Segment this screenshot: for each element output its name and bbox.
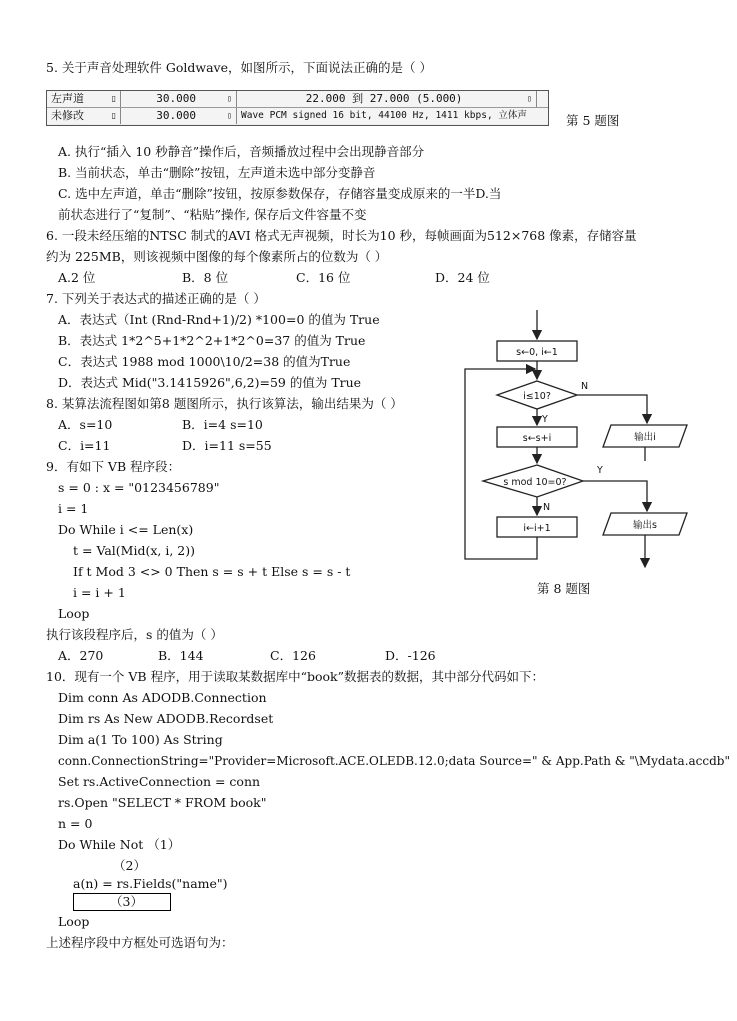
- q10-code-line: Loop: [58, 914, 90, 929]
- q6-option-c: C．16 位: [296, 270, 351, 285]
- q6-stem-line2: 约为 225MB，则该视频中图像的每个像素所占的位数为（ ）: [46, 249, 388, 264]
- q9-code-line: t = Val(Mid(x, i, 2)): [73, 543, 195, 558]
- q7-option-a: A．表达式（Int (Rnd-Rnd+1)/2) *100=0 的值为 True: [58, 312, 380, 327]
- q8-figure-label: 第 8 题图: [537, 581, 591, 596]
- q10-tail: 上述程序段中方框处可选语句为：: [46, 935, 234, 950]
- q10-code-line: n = 0: [58, 816, 93, 831]
- q10-stem: 10．现有一个 VB 程序，用于读取某数据库中“book”数据表的数据，其中部分代码如下：: [46, 669, 544, 684]
- flow-cond1-yes: Y: [542, 414, 548, 425]
- flow-cond2-no: N: [543, 502, 551, 513]
- q7-option-d: D．表达式 Mid("3.1415926",6,2)=59 的值为 True: [58, 375, 362, 390]
- flow-init: s←0, i←1: [516, 347, 558, 358]
- q9-option-a: A．270: [58, 648, 104, 663]
- q10-code-line: Do While Not （1）: [58, 837, 181, 852]
- q5-option-b: B. 当前状态，单击“删除”按钮，左声道未选中部分变静音: [58, 165, 376, 180]
- q10-code-line: rs.Open "SELECT * FROM book": [58, 795, 267, 810]
- q9-code-line: If t Mod 3 <> 0 Then s = s + t Else s = s - t: [73, 564, 351, 579]
- q6-option-a: A.2 位: [58, 270, 96, 285]
- q9-option-b: B．144: [158, 648, 204, 663]
- flow-output-s: 输出s: [633, 520, 657, 531]
- q10-blank-3: （3）: [110, 894, 143, 909]
- q9-code-line: Loop: [58, 606, 90, 621]
- q8-flowchart: [455, 305, 695, 575]
- q6-option-b: B．8 位: [182, 270, 229, 285]
- q5-stem: 5. 关于声音处理软件 Goldwave，如图所示，下面说法正确的是（ ）: [46, 60, 432, 75]
- q10-blank-2: （2）: [113, 858, 146, 873]
- q8-option-c: C．i=11: [58, 438, 111, 453]
- flow-cond1-no: N: [581, 381, 589, 392]
- q9-after: 执行该段程序后，s 的值为（ ）: [46, 627, 223, 642]
- q10-code-line: Dim rs As New ADODB.Recordset: [58, 711, 274, 726]
- q8-option-a: A．s=10: [58, 417, 113, 432]
- duration-cell: 30.000 ▯: [121, 91, 237, 107]
- q6-option-d: D．24 位: [435, 270, 490, 285]
- q5-figure-label: 第 5 题图: [566, 113, 620, 128]
- channel-cell: 左声道 ▯: [47, 91, 121, 107]
- q10-code-line: Set rs.ActiveConnection = conn: [58, 774, 261, 789]
- q9-code-line: i = i + 1: [73, 585, 126, 600]
- q9-code-line: s = 0 : x = "0123456789": [58, 480, 220, 495]
- q9-stem: 9．有如下 VB 程序段：: [46, 459, 181, 474]
- format-info-cell: Wave PCM signed 16 bit, 44100 Hz, 1411 kbps, 立体声: [237, 108, 548, 124]
- q6-stem-line1: 6. 一段未经压缩的NTSC 制式的AVI 格式无声视频，时长为10 秒，每帧画面为512×768 像素，存储容量: [46, 228, 637, 243]
- flow-increment: i←i+1: [523, 523, 551, 534]
- q8-stem: 8. 某算法流程图如第8 题图所示，执行该算法，输出结果为（ ）: [46, 396, 403, 411]
- q9-code-line: Do While i <= Len(x): [58, 522, 194, 537]
- flow-cond1: i≤10?: [523, 391, 551, 402]
- q10-code-line: conn.ConnectionString="Provider=Microsoft.ACE.OLEDB.12.0;data Source=" & App.Path & "\Mydata.accdb": [58, 754, 730, 768]
- q5-option-a: A. 执行“插入 10 秒静音”操作后，音频播放过程中会出现静音部分: [58, 144, 425, 159]
- q7-option-b: B．表达式 1*2^5+1*2^2+1*2^0=37 的值为 True: [58, 333, 366, 348]
- q8-option-d: D．i=11 s=55: [182, 438, 272, 453]
- q10-code-line: Dim a(1 To 100) As String: [58, 732, 223, 747]
- q5-option-d: 前状态进行了“复制”、“粘贴”操作, 保存后文件容量不变: [58, 207, 367, 222]
- duration-cell-2: 30.000 ▯: [121, 108, 237, 124]
- flow-output-i: 输出i: [634, 432, 656, 443]
- q8-option-b: B．i=4 s=10: [182, 417, 263, 432]
- q5-option-c: C. 选中左声道，单击“删除”按钮，按原参数保存，存储容量变成原来的一半D.当: [58, 186, 502, 201]
- q9-code-line: i = 1: [58, 501, 89, 516]
- q10-code-line: a(n) = rs.Fields("name"): [73, 876, 228, 891]
- q7-option-c: C．表达式 1988 mod 1000\10/2=38 的值为True: [58, 354, 351, 369]
- q9-option-d: D．-126: [385, 648, 436, 663]
- flow-cond2: s mod 10=0?: [503, 477, 567, 488]
- q9-option-c: C．126: [270, 648, 316, 663]
- flow-cond2-yes: Y: [597, 465, 603, 476]
- goldwave-panel: [46, 90, 549, 126]
- flow-assign: s←s+i: [522, 433, 552, 444]
- status-cell: 未修改 ▯: [47, 108, 121, 124]
- selection-range-cell: 22.000 到 27.000 (5.000) ▯: [237, 91, 537, 107]
- q10-code-line: Dim conn As ADODB.Connection: [58, 690, 267, 705]
- q7-stem: 7. 下列关于表达式的描述正确的是（ ）: [46, 291, 266, 306]
